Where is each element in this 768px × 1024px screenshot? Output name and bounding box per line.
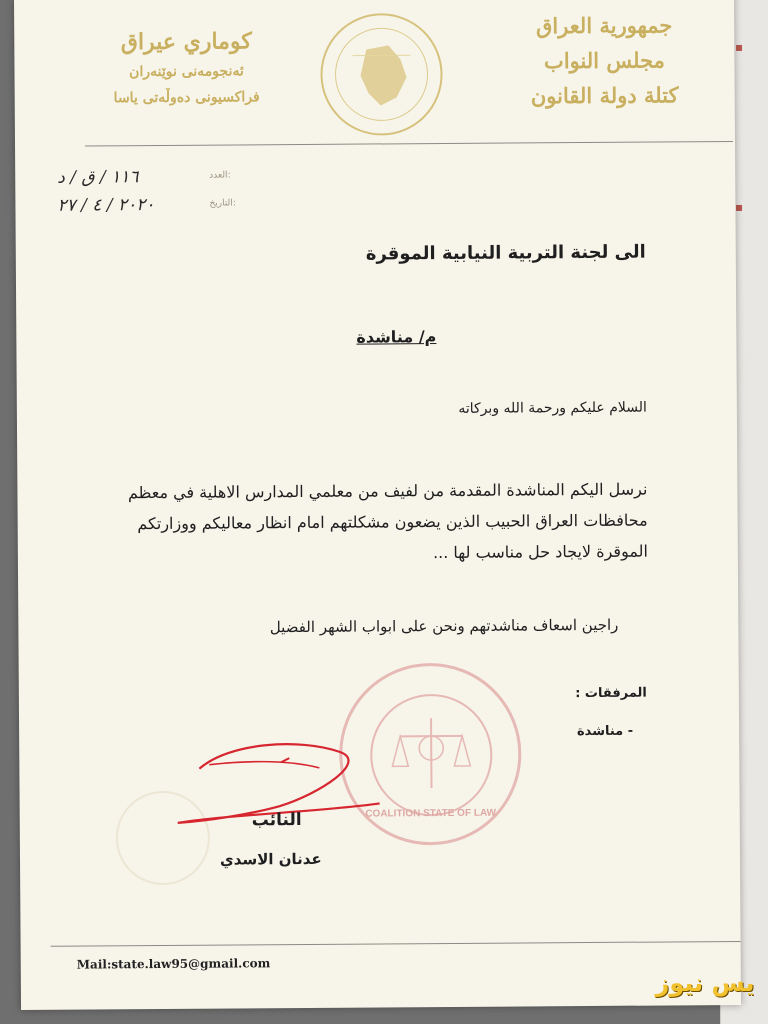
iraq-emblem-icon (320, 13, 443, 136)
letterhead-line: فراكسيونی دەوڵەتی یاسا (113, 89, 260, 107)
letter-page (14, 0, 744, 1010)
reference-date-label: التاريخ: (209, 198, 236, 209)
watermark-logo: يس نيوز (655, 969, 755, 997)
reference-date-value: ٢٠٢٠ / ٤ / ٢٧ (57, 195, 155, 216)
header-divider (85, 141, 733, 147)
reference-number (49, 166, 249, 189)
adjacent-sheet-mark: ▪ (735, 40, 744, 54)
letterhead-line: مجلس النواب (543, 47, 665, 74)
seal-text: COALITION STATE OF LAW (365, 807, 497, 820)
reference-number-value: ١١٦ / ق / د (57, 167, 139, 188)
addressee: الى لجنة التربية النيابية الموقرة (365, 241, 646, 265)
signatory-title: النائب (251, 810, 302, 831)
signatory-name: عدنان الاسدي (219, 849, 322, 869)
letterhead-line: ئەنجومەنی نوێنەران (129, 63, 244, 81)
letterhead-line: كتلة دولة القانون (530, 82, 679, 109)
footer-email: Mail:state.law95@gmail.com (76, 956, 271, 972)
footer-divider (51, 941, 741, 947)
attachment-item: - مناشدة (576, 723, 634, 740)
reference-date (49, 194, 249, 217)
letterhead-line: جمهورية العراق (535, 12, 673, 39)
closing-line: راجين اسعاف مناشدتهم ونحن على ابواب الشهر الفضيل (269, 615, 619, 637)
attachments-label: المرفقات : (575, 685, 647, 702)
adjacent-sheet-mark: ▪ (735, 200, 744, 214)
letterhead-kurdish (86, 24, 287, 111)
greeting: السلام عليكم ورحمة الله وبركاته (458, 399, 647, 417)
subject-line: م/ مناشدة (356, 327, 437, 347)
letterhead-line: كوماري عيراق (120, 28, 252, 56)
reference-number-label: العدد: (209, 170, 231, 181)
letterhead-arabic (504, 7, 705, 113)
letter-body: نرسل اليكم المناشدة المقدمة من لفيف من معلمي المدارس الاهلية في معظم محافظات العراق الحبيب الذين يضعون مشكلتهم امام انظار معاليكم ووزارتكم الموقرة لايجاد حل مناسب لها ... (127, 479, 648, 563)
